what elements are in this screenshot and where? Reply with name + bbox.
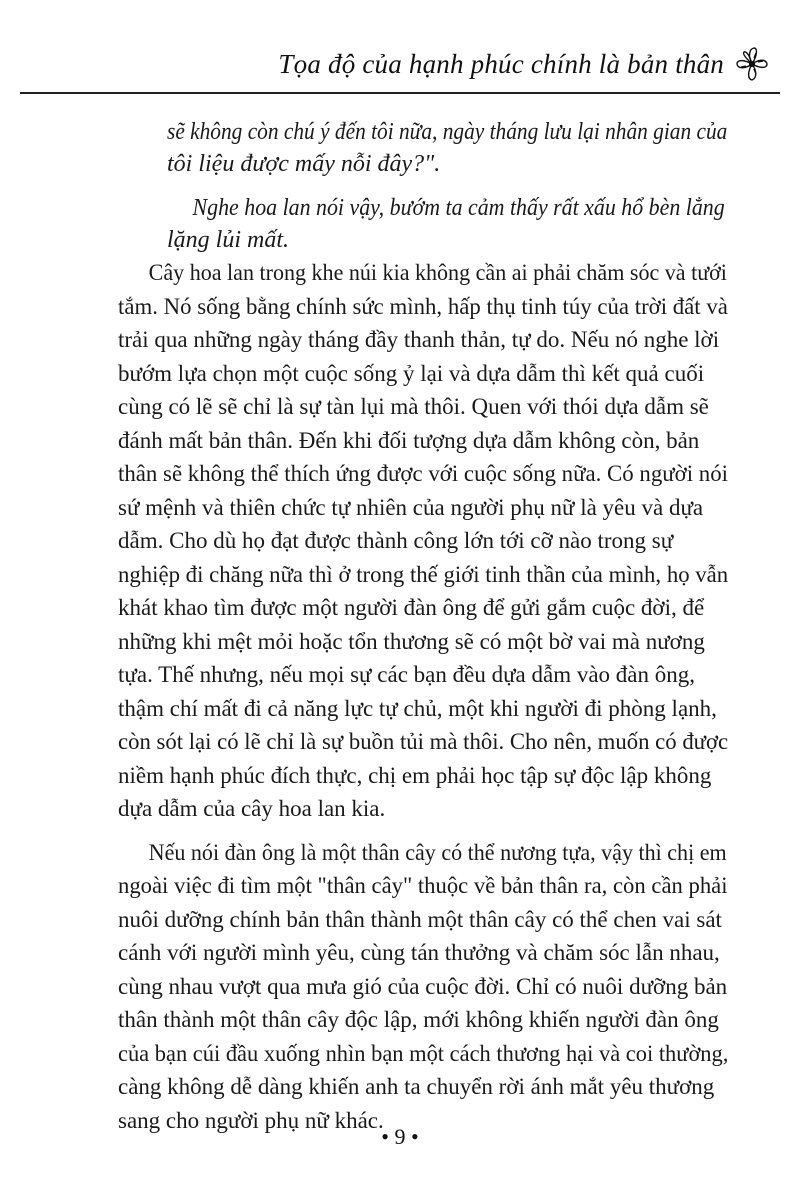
paragraph-1-line: đánh mất bản thân. Đến khi đối tượng dựa dẫm không còn, bản bbox=[118, 427, 700, 453]
paragraph-2-line: nuôi dưỡng chính bản thân thành một thân cây có thể chen vai sát bbox=[118, 906, 722, 932]
paragraph-1-line: cùng có lẽ sẽ chỉ là sự tàn lụi mà thôi. Quen với thói dựa dẫm sẽ bbox=[118, 394, 709, 419]
paragraph-1-line: những khi mệt mỏi hoặc tổn thương sẽ có một bờ vai mà nương bbox=[118, 628, 705, 654]
paragraph-1-line: còn sót lại có lẽ chỉ là sự buồn tủi mà thôi. Cho nên, muốn có được bbox=[118, 729, 729, 754]
paragraph-1-line: dẫm. Cho dù họ đạt được thành công lớn tới cỡ nào trong sự bbox=[118, 528, 674, 553]
paragraph-1-line: sứ mệnh và thiên chức tự nhiên của người phụ nữ là yêu và dựa bbox=[118, 494, 704, 520]
paragraph-2-line: thân thành một thân cây độc lập, mới không khiến người đàn ông bbox=[118, 1007, 719, 1032]
running-header bbox=[278, 42, 772, 86]
paragraph-1-line: Cây hoa lan trong khe núi kia không cần ai phải chăm sóc và tưới bbox=[148, 260, 727, 285]
paragraph-1-line: thân sẽ không thể thích ứng được với cuộc sống nữa. Có người nói bbox=[118, 461, 729, 486]
paragraph-1-line: dựa dẫm của cây hoa lan kia. bbox=[118, 796, 386, 821]
quote-line: sẽ không còn chú ý đến tôi nữa, ngày tháng lưu lại nhân gian của bbox=[167, 119, 728, 145]
paragraph-2-line: ngoài việc đi tìm một "thân cây" thuộc về bản thân ra, còn cần phải bbox=[118, 873, 728, 898]
quote-block bbox=[167, 116, 727, 256]
paragraph-2-line: cùng nhau vượt qua mưa gió của cuộc đời. Chỉ có nuôi dưỡng bản bbox=[118, 973, 728, 999]
paragraph-1-line: thậm chí mất đi cả năng lực tự chủ, một khi người đi phòng lạnh, bbox=[118, 695, 717, 721]
paragraph-1-line: tựa. Thế nhưng, nếu mọi sự các bạn đều dựa dẫm vào đàn ông, bbox=[118, 662, 696, 687]
body-text bbox=[118, 256, 728, 1137]
paragraph-2-line: càng không dễ dàng khiến anh ta chuyển rời ánh mắt yêu thương bbox=[118, 1074, 715, 1099]
paragraph-2-line: của bạn cúi đầu xuống nhìn bạn một cách thương hại và coi thường, bbox=[118, 1040, 729, 1066]
paragraph-1-line: tắm. Nó sống bằng chính sức mình, hấp thụ tinh túy của trời đất và bbox=[118, 293, 728, 319]
quote-line: Nghe hoa lan nói vậy, bướm ta cảm thấy rất xấu hổ bèn lẳng bbox=[192, 195, 725, 221]
paragraph-1-line: trải qua những ngày tháng đầy thanh thản, tự do. Nếu nó nghe lời bbox=[118, 327, 720, 352]
paragraph-2-line: cánh với người mình yêu, cùng tán thưởng và chăm sóc lẫn nhau, bbox=[118, 940, 720, 965]
paragraph-1-line: niềm hạnh phúc đích thực, chị em phải học tập sự độc lập không bbox=[118, 762, 712, 788]
running-title: Tọa độ của hạnh phúc chính là bản thân bbox=[278, 48, 724, 79]
quote-line: lặng lủi mất. bbox=[167, 227, 290, 253]
paragraph-1-line: bướm lựa chọn một cuộc sống ỷ lại và dựa dẫm thì kết quả cuối bbox=[118, 360, 705, 386]
paragraph-2-line: sang cho người phụ nữ khác. bbox=[118, 1107, 384, 1133]
quote-line: tôi liệu được mấy nỗi đây?". bbox=[167, 151, 441, 177]
flower-icon bbox=[732, 44, 772, 84]
header-divider bbox=[20, 92, 780, 94]
paragraph-1-line: nghiệp đi chăng nữa thì ở trong thế giới tinh thần của mình, họ vẫn bbox=[118, 561, 729, 587]
page-number: • 9 • bbox=[381, 1124, 419, 1149]
paragraph-1-line: khát khao tìm được một người đàn ông để gửi gắm cuộc đời, để bbox=[118, 595, 705, 620]
paragraph-2-line: Nếu nói đàn ông là một thân cây có thể nương tựa, vậy thì chị em bbox=[148, 839, 727, 865]
